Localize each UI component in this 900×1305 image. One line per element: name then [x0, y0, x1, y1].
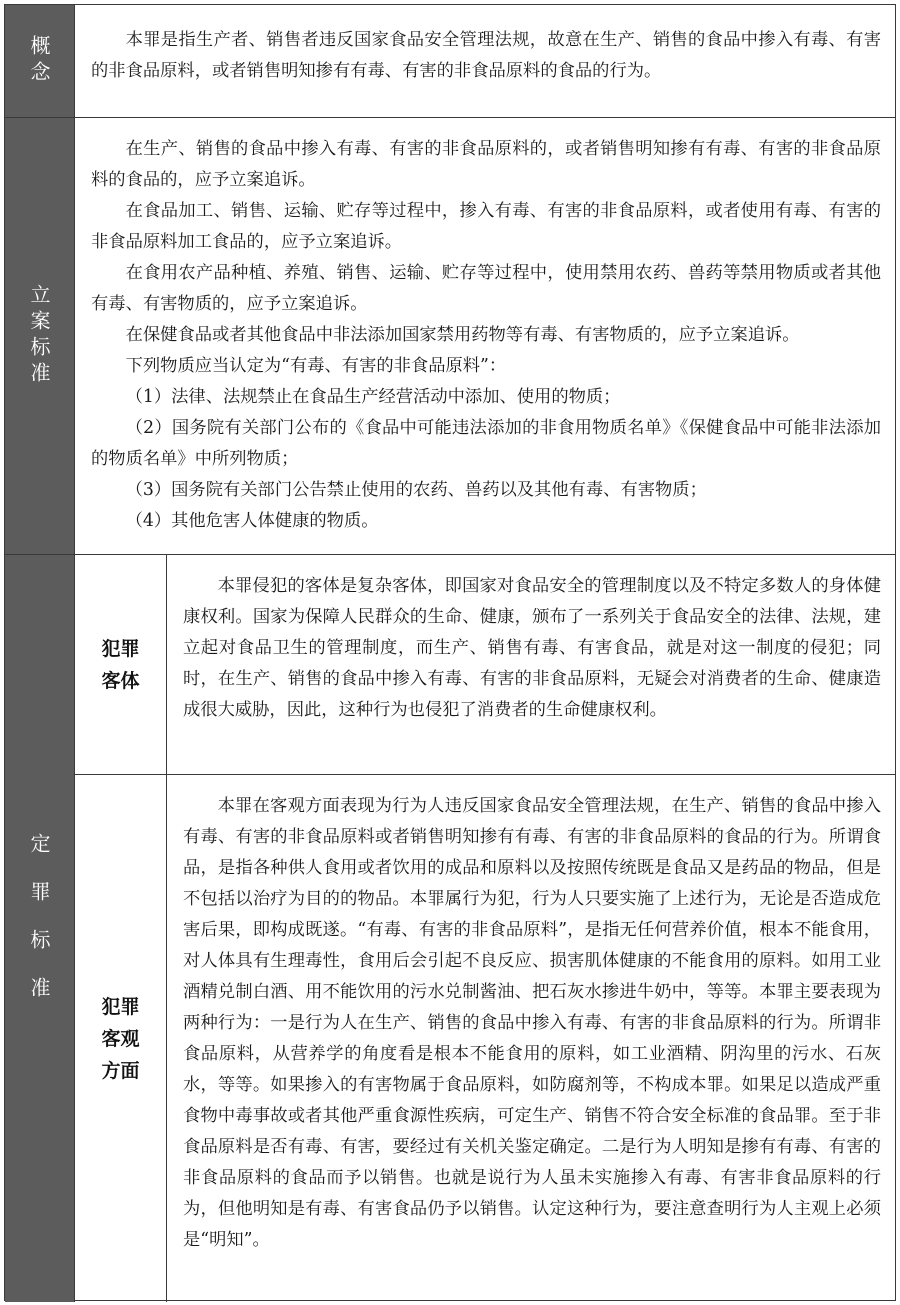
crime-objective-row — [75, 775, 895, 1302]
crime-objective-paragraph: 本罪在客观方面表现为行为人违反国家食品安全管理法规，在生产、销售的食品中掺入有毒、有害的非食品原料或者销售明知掺有有毒、有害的非食品原料的食品的行为。所谓食品，是指各种供人食用或者饮用的成品和原料以及按照传统既是食品又是药品的物品，但是不包括以治疗为目的的物品。本罪属行为犯，行为人只要实施了上述行为，无论是否造成危害后果，即构成既遂。“有毒、有害的非食品原料”，是指无任何营养价值，根本不能食用，对人体具有生理毒性，食用后会引起不良反应、损害肌体健康的不能食用的原料。如用工业酒精兑制白酒、用不能饮用的污水兑制酱油、把石灰水掺进牛奶中，等等。本罪主要表现为两种行为：一是行为人在生产、销售的食品中掺入有毒、有害的非食品原料的行为。所谓非食品原料，从营养学的角度看是根本不能食用的原料，如工业酒精、阴沟里的污水、石灰水，等等。如果掺入的有害物属于食品原料，如防腐剂等，不构成本罪。如果足以造成严重食物中毒事故或者其他严重食源性疾病，可定生产、销售不符合安全标准的食品罪。至于非食品原料是否有毒、有害，要经过有关机关鉴定确定。二是行为人明知是掺有有毒、有害的非食品原料的食品而予以销售。也就是说行为人虽未实施掺入有毒、有害非食品原料的行为，但他明知是有毒、有害食品仍予以销售。认定这种行为，要注意查明行为人主观上必须是“明知”。 — [183, 796, 881, 1250]
filing-standard-label: 立案标准 — [27, 284, 51, 388]
concept-content — [75, 5, 895, 117]
filing-list-item: （3）国务院有关部门公告禁止使用的农药、兽药以及其他有毒、有害物质； — [125, 480, 707, 500]
filing-standard-section — [5, 118, 895, 555]
conviction-standard-label: 定罪标准 — [27, 832, 51, 1025]
conviction-standard-label-cell — [5, 555, 75, 1302]
filing-list-item: （1）法律、法规禁止在食品生产经营活动中添加、使用的物质； — [125, 387, 621, 407]
crime-objective-label: 犯罪客观方面 — [101, 995, 140, 1082]
concept-label-cell — [5, 5, 75, 117]
crime-objective-label-cell — [75, 775, 167, 1302]
document-table — [4, 4, 896, 1301]
filing-paragraph: 在食用农产品种植、养殖、销售、运输、贮存等过程中，使用禁用农药、兽药等禁用物质或者其他有毒、有害物质的，应予立案追诉。 — [91, 263, 881, 314]
crime-objective-content — [167, 775, 895, 1302]
crime-object-label-cell — [75, 555, 167, 774]
crime-object-paragraph: 本罪侵犯的客体是复杂客体，即国家对食品安全的管理制度以及不特定多数人的身体健康权利。国家为保障人民群众的生命、健康，颁布了一系列关于食品安全的法律、法规，建立起对食品卫生的管理制度，而生产、销售有毒、有害食品，就是对这一制度的侵犯；同时，在生产、销售的食品中掺入有毒、有害的非食品原料，无疑会对消费者的生命、健康造成很大威胁，因此，这种行为也侵犯了消费者的生命健康权利。 — [183, 576, 881, 720]
conviction-standard-section — [5, 555, 895, 1302]
filing-paragraph: 在食品加工、销售、运输、贮存等过程中，掺入有毒、有害的非食品原料，或者使用有毒、有害的非食品原料加工食品的，应予立案追诉。 — [91, 201, 881, 252]
filing-standard-label-cell — [5, 118, 75, 554]
concept-section — [5, 5, 895, 118]
concept-label: 概念 — [27, 35, 51, 87]
filing-paragraph: 下列物质应当认定为“有毒、有害的非食品原料”： — [125, 356, 507, 376]
filing-standard-content — [75, 118, 895, 554]
crime-object-content — [167, 555, 895, 774]
filing-paragraph: 在生产、销售的食品中掺入有毒、有害的非食品原料的，或者销售明知掺有有毒、有害的非食品原料的食品的，应予立案追诉。 — [91, 139, 881, 190]
crime-object-row — [75, 555, 895, 775]
filing-list-item: （4）其他危害人体健康的物质。 — [125, 511, 379, 531]
filing-paragraph: 在保健食品或者其他食品中非法添加国家禁用药物等有毒、有害物质的，应予立案追诉。 — [125, 325, 800, 345]
filing-list-item: （2）国务院有关部门公布的《食品中可能违法添加的非食用物质名单》《保健食品中可能非法添加的物质名单》中所列物质； — [91, 418, 881, 469]
crime-object-label: 犯罪客体 — [101, 637, 140, 692]
concept-paragraph: 本罪是指生产者、销售者违反国家食品安全管理法规，故意在生产、销售的食品中掺入有毒、有害的非食品原料，或者销售明知掺有有毒、有害的非食品原料的食品的行为。 — [91, 30, 881, 81]
